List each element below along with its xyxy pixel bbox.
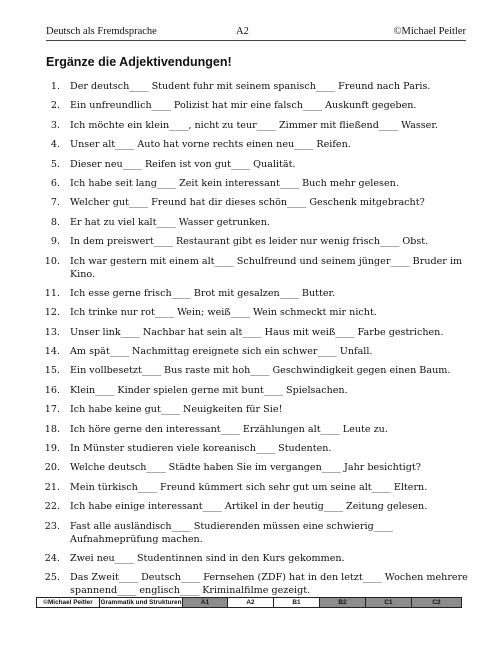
exercise-sentence: Ich habe keine gut____ Neuigkeiten für Sie! <box>70 404 283 416</box>
exercise-item <box>46 99 476 112</box>
exercise-sentence: Welche deutsch____ Städte haben Sie im vergangen____ Jahr besichtigt? <box>70 462 421 474</box>
exercise-item <box>46 442 476 455</box>
exercise-item <box>46 481 476 494</box>
exercise-number: 7. <box>50 197 60 209</box>
exercise-number: 25. <box>44 572 60 584</box>
exercise-number: 6. <box>50 177 60 189</box>
exercise-item <box>46 216 476 229</box>
exercise-number: 13. <box>44 326 60 338</box>
exercise-number: 23. <box>44 520 60 532</box>
exercise-item <box>46 138 476 151</box>
exercise-sentence: Ich habe seit lang____ Zeit kein interessant____ Buch mehr gelesen. <box>70 177 399 189</box>
exercise-sentence: Er hat zu viel kalt____ Wasser getrunken. <box>70 216 270 228</box>
exercise-sentence: Ein vollbesetzt____ Bus raste mit hoh____ Geschwindigkeit gegen einen Baum. <box>70 365 451 377</box>
footer-author: ©Michael Peitler <box>37 598 100 607</box>
exercise-item <box>46 500 476 513</box>
exercise-number: 20. <box>44 462 60 474</box>
footer-level-c2: C2 <box>412 598 461 607</box>
footer-level-a2: A2 <box>228 598 274 607</box>
exercise-number: 24. <box>44 552 60 564</box>
exercise-sentence: Zwei neu____ Studentinnen sind in den Kurs gekommen. <box>70 552 345 564</box>
footer-level-c1: C1 <box>366 598 412 607</box>
exercise-number: 22. <box>44 501 60 513</box>
exercise-sentence: Ein unfreundlich____ Polizist hat mir eine falsch____ Auskunft gegeben. <box>70 100 417 112</box>
exercise-sentence: Am spät____ Nachmittag ereignete sich ein schwer____ Unfall. <box>70 346 373 358</box>
exercise-number: 11. <box>44 287 60 299</box>
exercise-item <box>46 306 476 319</box>
exercise-sentence: Unser link____ Nachbar hat sein alt____ Haus mit weiß____ Farbe gestrichen. <box>70 326 444 338</box>
exercise-sentence: Das Zweit____ Deutsch____ Fernsehen (ZDF) hat in den letzt____ Wochen mehrere spannend____ englisch____ Kriminalfilme gezeigt. <box>70 572 468 597</box>
exercise-item <box>46 571 476 597</box>
exercise-sentence: In Münster studieren viele koreanisch____ Studenten. <box>70 443 332 455</box>
exercise-item <box>46 552 476 565</box>
exercise-sentence: In dem preiswert____ Restaurant gibt es leider nur wenig frisch____ Obst. <box>70 236 429 248</box>
exercise-item <box>46 119 476 132</box>
exercise-number: 3. <box>50 119 60 131</box>
exercise-item <box>46 326 476 339</box>
exercise-item <box>46 403 476 416</box>
exercise-number: 5. <box>50 158 60 170</box>
exercise-item <box>46 158 476 171</box>
exercise-item <box>46 196 476 209</box>
exercise-item <box>46 235 476 248</box>
footer-level-b1: B1 <box>274 598 320 607</box>
exercise-number: 15. <box>44 365 60 377</box>
exercise-number: 18. <box>44 423 60 435</box>
exercise-item <box>46 255 476 281</box>
exercise-item <box>46 345 476 358</box>
exercise-number: 2. <box>50 100 60 112</box>
exercise-number: 14. <box>44 346 60 358</box>
exercise-sentence: Mein türkisch____ Freund kümmert sich sehr gut um seine alt____ Eltern. <box>70 481 428 493</box>
header-divider <box>46 40 466 41</box>
exercise-item <box>46 80 476 93</box>
page-header <box>46 26 466 40</box>
exercise-sentence: Unser alt____ Auto hat vorne rechts einen neu____ Reifen. <box>70 139 351 151</box>
exercise-number: 21. <box>44 481 60 493</box>
exercise-sentence: Ich möchte ein klein____, nicht zu teur____ Zimmer mit fließend____ Wasser. <box>70 119 438 131</box>
footer-level-a1: A1 <box>183 598 228 607</box>
header-author: ©Michael Peitler <box>393 26 466 37</box>
header-course: Deutsch als Fremdsprache <box>46 26 157 37</box>
exercise-sentence: Dieser neu____ Reifen ist von gut____ Qualität. <box>70 158 296 170</box>
exercise-item <box>46 384 476 397</box>
footer-subject: Grammatik und Strukturen <box>100 599 182 606</box>
exercise-sentence: Klein____ Kinder spielen gerne mit bunt____ Spielsachen. <box>70 384 348 396</box>
exercise-number: 17. <box>44 404 60 416</box>
exercise-sentence: Ich habe einige interessant____ Artikel in der heutig____ Zeitung gelesen. <box>70 501 428 513</box>
exercise-sentence: Ich esse gerne frisch____ Brot mit gesalzen____ Butter. <box>70 287 336 299</box>
exercise-list <box>46 80 476 604</box>
exercise-number: 12. <box>44 307 60 319</box>
exercise-sentence: Ich war gestern mit einem alt____ Schulfreund und seinem jünger____ Bruder im Kino. <box>70 255 463 280</box>
page-footer <box>36 597 462 608</box>
exercise-sentence: Welcher gut____ Freund hat dir dieses schön____ Geschenk mitgebracht? <box>70 197 425 209</box>
exercise-item <box>46 364 476 377</box>
exercise-number: 1. <box>50 81 60 92</box>
exercise-item <box>46 287 476 300</box>
exercise-sentence: Der deutsch____ Student fuhr mit seinem spanisch____ Freund nach Paris. <box>70 81 431 92</box>
exercise-item <box>46 520 476 546</box>
exercise-sentence: Ich höre gerne den interessant____ Erzählungen alt____ Leute zu. <box>70 423 388 435</box>
exercise-number: 10. <box>44 255 60 267</box>
header-level: A2 <box>236 26 249 37</box>
exercise-number: 8. <box>50 216 60 228</box>
exercise-number: 4. <box>50 139 60 151</box>
exercise-item <box>46 461 476 474</box>
exercise-number: 9. <box>50 236 60 248</box>
exercise-item <box>46 177 476 190</box>
exercise-sentence: Ich trinke nur rot____ Wein; weiß____ Wein schmeckt mir nicht. <box>70 307 377 319</box>
worksheet-title: Ergänze die Adjektivendungen! <box>46 55 232 69</box>
exercise-sentence: Fast alle ausländisch____ Studierenden müssen eine schwierig____ Aufnahmeprüfung machen. <box>70 520 393 545</box>
exercise-item <box>46 423 476 436</box>
exercise-number: 19. <box>44 443 60 455</box>
exercise-number: 16. <box>44 384 60 396</box>
footer-level-b2: B2 <box>320 598 366 607</box>
